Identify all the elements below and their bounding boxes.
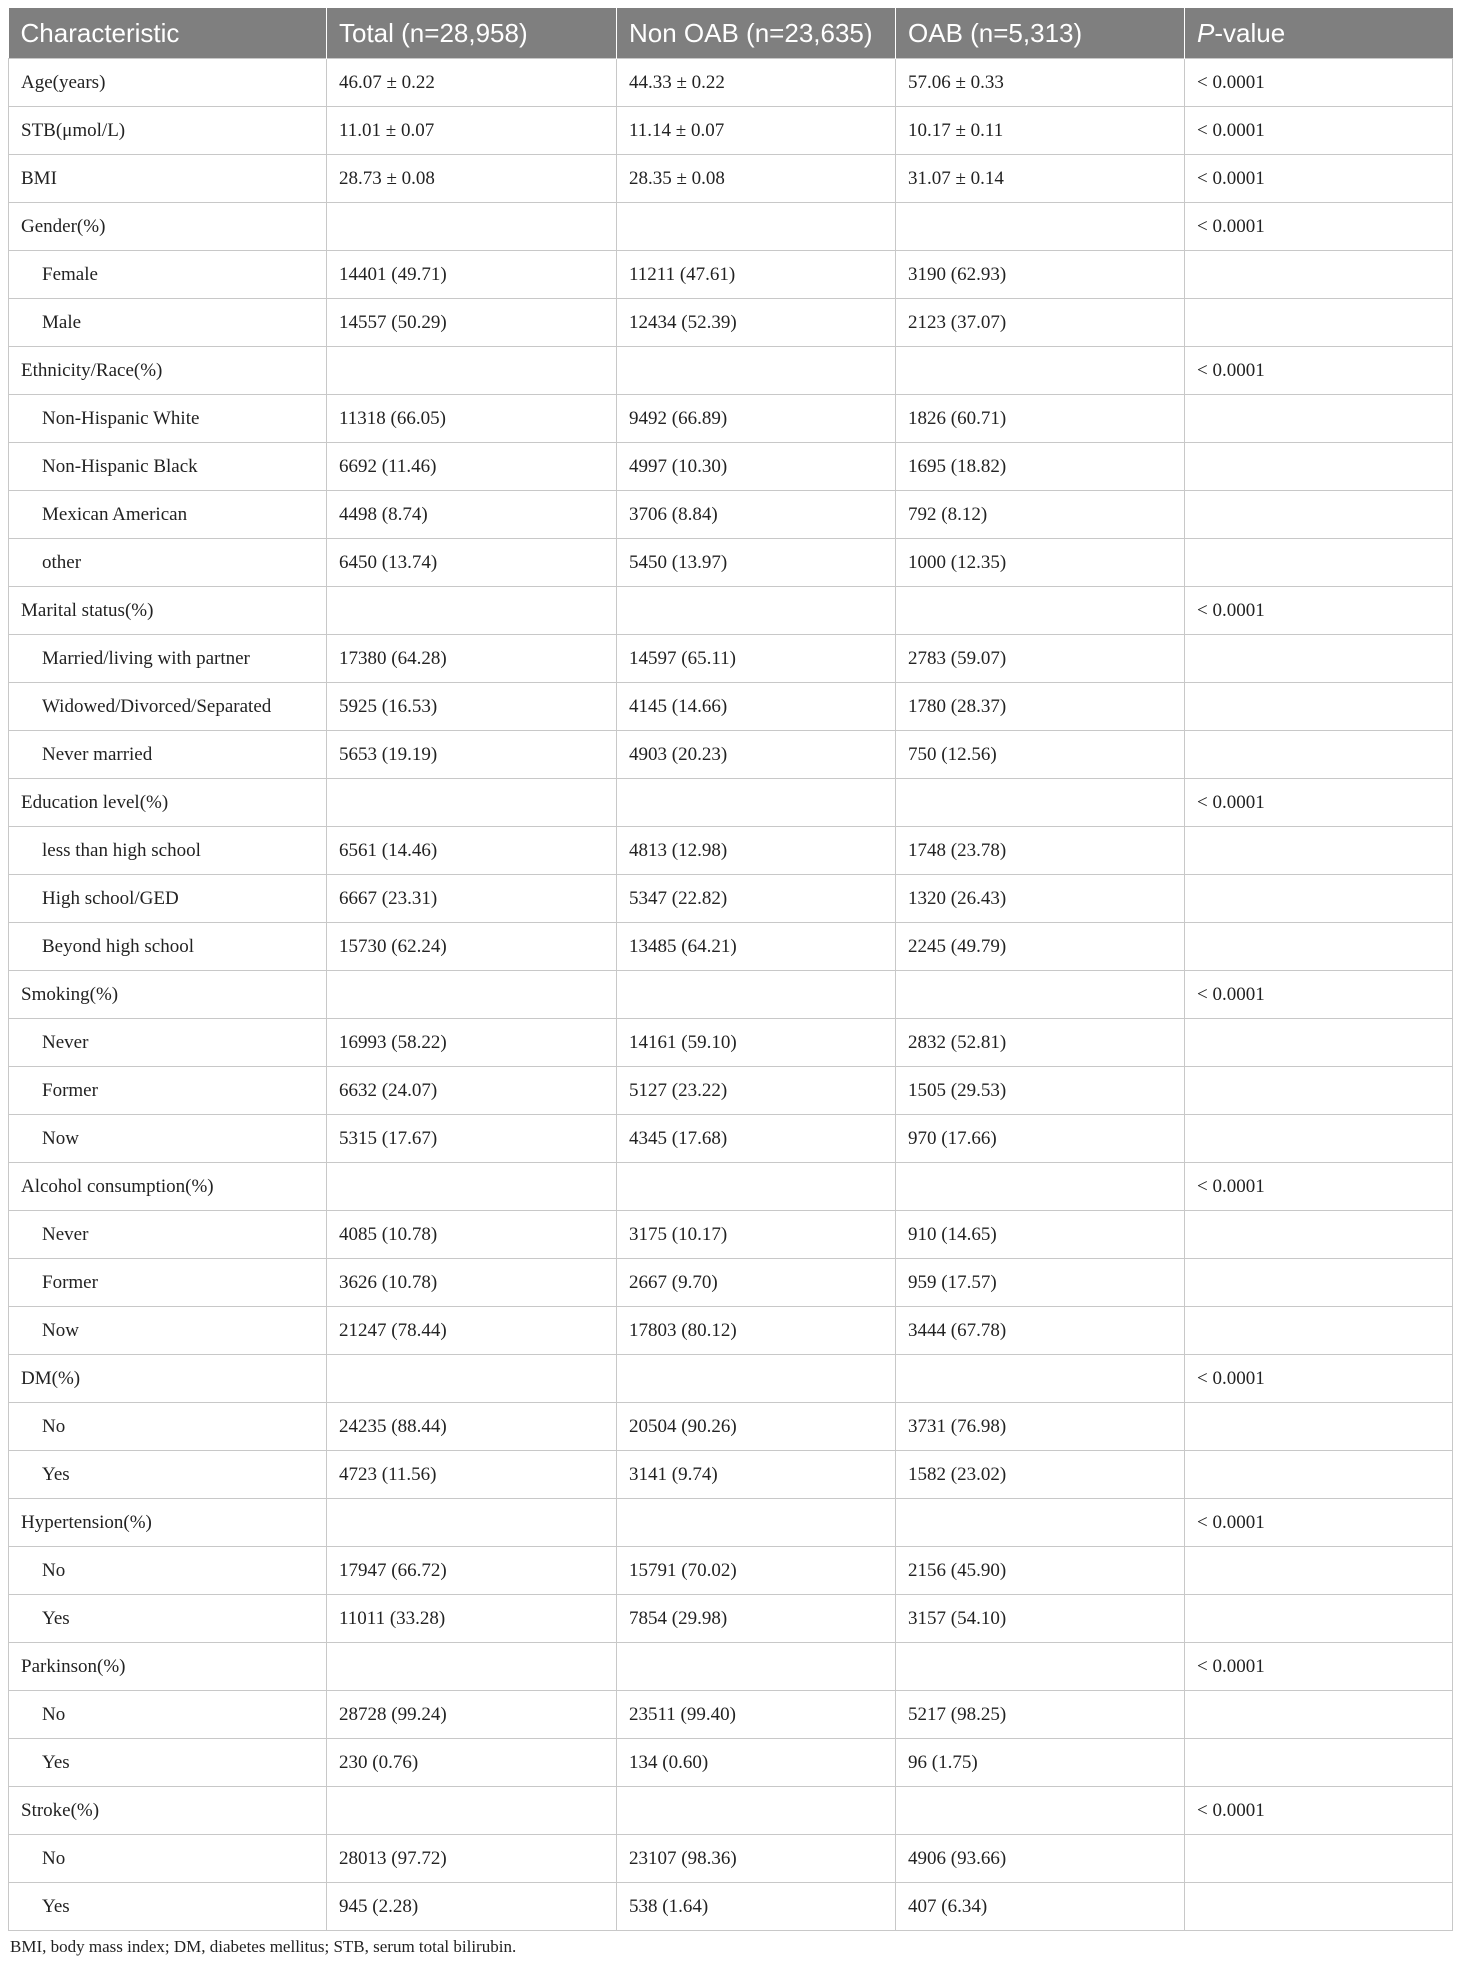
- oab-cell: 5217 (98.25): [896, 1691, 1185, 1739]
- non-oab-cell: 23511 (99.40): [617, 1691, 896, 1739]
- characteristic-cell: No: [9, 1835, 327, 1883]
- table-row: [9, 827, 1453, 875]
- p-value-cell: [1185, 1019, 1453, 1067]
- oab-cell: [896, 779, 1185, 827]
- non-oab-cell: 44.33 ± 0.22: [617, 59, 896, 107]
- total-cell: 21247 (78.44): [327, 1307, 617, 1355]
- p-value-cell: [1185, 1115, 1453, 1163]
- total-cell: 6450 (13.74): [327, 539, 617, 587]
- oab-cell: 1582 (23.02): [896, 1451, 1185, 1499]
- table-row: [9, 443, 1453, 491]
- table-row: [9, 1883, 1453, 1931]
- table-header: [9, 8, 1453, 59]
- p-value-cell: < 0.0001: [1185, 1787, 1453, 1835]
- total-cell: [327, 971, 617, 1019]
- table-row: [9, 1739, 1453, 1787]
- characteristic-cell: Stroke(%): [9, 1787, 327, 1835]
- table-row: [9, 1499, 1453, 1547]
- non-oab-cell: 9492 (66.89): [617, 395, 896, 443]
- characteristic-cell: Yes: [9, 1451, 327, 1499]
- p-value-cell: [1185, 875, 1453, 923]
- total-cell: 16993 (58.22): [327, 1019, 617, 1067]
- oab-cell: [896, 1499, 1185, 1547]
- total-cell: 6692 (11.46): [327, 443, 617, 491]
- non-oab-cell: 3706 (8.84): [617, 491, 896, 539]
- total-cell: [327, 347, 617, 395]
- oab-cell: 2245 (49.79): [896, 923, 1185, 971]
- total-cell: 17380 (64.28): [327, 635, 617, 683]
- characteristic-cell: Hypertension(%): [9, 1499, 327, 1547]
- non-oab-cell: 14161 (59.10): [617, 1019, 896, 1067]
- oab-cell: 407 (6.34): [896, 1883, 1185, 1931]
- p-value-cell: [1185, 635, 1453, 683]
- characteristic-cell: other: [9, 539, 327, 587]
- oab-cell: 3444 (67.78): [896, 1307, 1185, 1355]
- header-characteristic: Characteristic: [9, 8, 327, 59]
- non-oab-cell: 11.14 ± 0.07: [617, 107, 896, 155]
- p-value-cell: < 0.0001: [1185, 1355, 1453, 1403]
- total-cell: 230 (0.76): [327, 1739, 617, 1787]
- characteristic-cell: Ethnicity/Race(%): [9, 347, 327, 395]
- p-value-cell: [1185, 827, 1453, 875]
- oab-cell: 3157 (54.10): [896, 1595, 1185, 1643]
- non-oab-cell: 28.35 ± 0.08: [617, 155, 896, 203]
- p-value-cell: < 0.0001: [1185, 971, 1453, 1019]
- characteristic-cell: Non-Hispanic Black: [9, 443, 327, 491]
- total-cell: 14401 (49.71): [327, 251, 617, 299]
- table-row: [9, 779, 1453, 827]
- oab-cell: 1320 (26.43): [896, 875, 1185, 923]
- p-value-cell: [1185, 731, 1453, 779]
- oab-cell: 970 (17.66): [896, 1115, 1185, 1163]
- total-cell: [327, 203, 617, 251]
- table-row: [9, 203, 1453, 251]
- characteristic-cell: Smoking(%): [9, 971, 327, 1019]
- total-cell: 5315 (17.67): [327, 1115, 617, 1163]
- total-cell: [327, 1355, 617, 1403]
- table-row: [9, 923, 1453, 971]
- total-cell: 6632 (24.07): [327, 1067, 617, 1115]
- table-row: [9, 1355, 1453, 1403]
- oab-cell: 792 (8.12): [896, 491, 1185, 539]
- characteristic-cell: Parkinson(%): [9, 1643, 327, 1691]
- p-value-cell: < 0.0001: [1185, 347, 1453, 395]
- p-value-cell: [1185, 1595, 1453, 1643]
- table-row: [9, 1019, 1453, 1067]
- non-oab-cell: 3141 (9.74): [617, 1451, 896, 1499]
- oab-cell: 3731 (76.98): [896, 1403, 1185, 1451]
- oab-cell: 2832 (52.81): [896, 1019, 1185, 1067]
- non-oab-cell: [617, 971, 896, 1019]
- p-value-cell: < 0.0001: [1185, 107, 1453, 155]
- non-oab-cell: 7854 (29.98): [617, 1595, 896, 1643]
- header-oab: OAB (n=5,313): [896, 8, 1185, 59]
- characteristic-cell: Beyond high school: [9, 923, 327, 971]
- non-oab-cell: [617, 1643, 896, 1691]
- non-oab-cell: 14597 (65.11): [617, 635, 896, 683]
- total-cell: 4723 (11.56): [327, 1451, 617, 1499]
- oab-cell: 57.06 ± 0.33: [896, 59, 1185, 107]
- total-cell: 28.73 ± 0.08: [327, 155, 617, 203]
- oab-cell: 1000 (12.35): [896, 539, 1185, 587]
- oab-cell: 910 (14.65): [896, 1211, 1185, 1259]
- total-cell: 6667 (23.31): [327, 875, 617, 923]
- p-value-cell: [1185, 683, 1453, 731]
- characteristic-cell: Non-Hispanic White: [9, 395, 327, 443]
- non-oab-cell: 11211 (47.61): [617, 251, 896, 299]
- table-row: [9, 1403, 1453, 1451]
- p-value-cell: [1185, 1835, 1453, 1883]
- characteristic-cell: Never: [9, 1019, 327, 1067]
- oab-cell: [896, 1643, 1185, 1691]
- table-row: [9, 395, 1453, 443]
- total-cell: [327, 587, 617, 635]
- oab-cell: 2783 (59.07): [896, 635, 1185, 683]
- total-cell: 14557 (50.29): [327, 299, 617, 347]
- header-total: Total (n=28,958): [327, 8, 617, 59]
- oab-cell: 10.17 ± 0.11: [896, 107, 1185, 155]
- characteristic-cell: High school/GED: [9, 875, 327, 923]
- total-cell: 6561 (14.46): [327, 827, 617, 875]
- total-cell: 24235 (88.44): [327, 1403, 617, 1451]
- table-footnote: BMI, body mass index; DM, diabetes mellitus; STB, serum total bilirubin.: [10, 1937, 517, 1956]
- characteristic-cell: Yes: [9, 1739, 327, 1787]
- table-row: [9, 251, 1453, 299]
- non-oab-cell: [617, 1163, 896, 1211]
- characteristic-cell: Yes: [9, 1595, 327, 1643]
- total-cell: [327, 1787, 617, 1835]
- table-body: [9, 59, 1453, 1931]
- total-cell: 4498 (8.74): [327, 491, 617, 539]
- characteristic-cell: No: [9, 1403, 327, 1451]
- non-oab-cell: [617, 779, 896, 827]
- characteristic-cell: less than high school: [9, 827, 327, 875]
- non-oab-cell: 17803 (80.12): [617, 1307, 896, 1355]
- oab-cell: [896, 971, 1185, 1019]
- p-value-cell: [1185, 251, 1453, 299]
- table-row: [9, 107, 1453, 155]
- characteristic-cell: Gender(%): [9, 203, 327, 251]
- non-oab-cell: 2667 (9.70): [617, 1259, 896, 1307]
- p-value-cell: < 0.0001: [1185, 155, 1453, 203]
- p-value-cell: < 0.0001: [1185, 587, 1453, 635]
- characteristic-cell: Former: [9, 1067, 327, 1115]
- table-row: [9, 155, 1453, 203]
- oab-cell: 4906 (93.66): [896, 1835, 1185, 1883]
- p-value-cell: [1185, 1259, 1453, 1307]
- characteristic-cell: Married/living with partner: [9, 635, 327, 683]
- table-row: [9, 1163, 1453, 1211]
- total-cell: 5925 (16.53): [327, 683, 617, 731]
- oab-cell: [896, 203, 1185, 251]
- table-row: [9, 1787, 1453, 1835]
- oab-cell: 1780 (28.37): [896, 683, 1185, 731]
- total-cell: [327, 779, 617, 827]
- characteristic-cell: Yes: [9, 1883, 327, 1931]
- non-oab-cell: 13485 (64.21): [617, 923, 896, 971]
- non-oab-cell: [617, 1787, 896, 1835]
- total-cell: [327, 1163, 617, 1211]
- non-oab-cell: 5127 (23.22): [617, 1067, 896, 1115]
- non-oab-cell: 4997 (10.30): [617, 443, 896, 491]
- oab-cell: [896, 587, 1185, 635]
- table-row: [9, 539, 1453, 587]
- table-row: [9, 875, 1453, 923]
- characteristic-cell: Education level(%): [9, 779, 327, 827]
- characteristic-cell: Age(years): [9, 59, 327, 107]
- p-value-cell: [1185, 1211, 1453, 1259]
- p-value-cell: [1185, 1691, 1453, 1739]
- non-oab-cell: 3175 (10.17): [617, 1211, 896, 1259]
- table-row: [9, 1259, 1453, 1307]
- table-row: [9, 1115, 1453, 1163]
- characteristic-cell: Widowed/Divorced/Separated: [9, 683, 327, 731]
- header-p-rest: -value: [1214, 17, 1286, 48]
- oab-cell: 96 (1.75): [896, 1739, 1185, 1787]
- non-oab-cell: 4903 (20.23): [617, 731, 896, 779]
- p-value-cell: [1185, 1739, 1453, 1787]
- p-value-cell: [1185, 1307, 1453, 1355]
- oab-cell: [896, 347, 1185, 395]
- total-cell: 945 (2.28): [327, 1883, 617, 1931]
- header-row: [9, 8, 1453, 59]
- characteristic-cell: BMI: [9, 155, 327, 203]
- non-oab-cell: 5347 (22.82): [617, 875, 896, 923]
- oab-cell: 1505 (29.53): [896, 1067, 1185, 1115]
- non-oab-cell: 4345 (17.68): [617, 1115, 896, 1163]
- p-value-cell: [1185, 1067, 1453, 1115]
- oab-cell: 2156 (45.90): [896, 1547, 1185, 1595]
- oab-cell: 2123 (37.07): [896, 299, 1185, 347]
- characteristic-cell: Never: [9, 1211, 327, 1259]
- characteristic-cell: Alcohol consumption(%): [9, 1163, 327, 1211]
- oab-cell: 3190 (62.93): [896, 251, 1185, 299]
- p-value-cell: < 0.0001: [1185, 1163, 1453, 1211]
- oab-cell: [896, 1355, 1185, 1403]
- table-row: [9, 971, 1453, 1019]
- table-row: [9, 59, 1453, 107]
- total-cell: 4085 (10.78): [327, 1211, 617, 1259]
- characteristic-cell: Now: [9, 1307, 327, 1355]
- oab-cell: 31.07 ± 0.14: [896, 155, 1185, 203]
- header-p-value: [1185, 8, 1453, 59]
- p-value-cell: < 0.0001: [1185, 779, 1453, 827]
- table-row: [9, 731, 1453, 779]
- p-value-cell: < 0.0001: [1185, 1499, 1453, 1547]
- non-oab-cell: [617, 1355, 896, 1403]
- total-cell: 3626 (10.78): [327, 1259, 617, 1307]
- oab-cell: 750 (12.56): [896, 731, 1185, 779]
- non-oab-cell: 4145 (14.66): [617, 683, 896, 731]
- table-row: [9, 1691, 1453, 1739]
- non-oab-cell: [617, 587, 896, 635]
- total-cell: [327, 1499, 617, 1547]
- oab-cell: 959 (17.57): [896, 1259, 1185, 1307]
- table-row: [9, 635, 1453, 683]
- oab-cell: [896, 1163, 1185, 1211]
- total-cell: 28728 (99.24): [327, 1691, 617, 1739]
- p-value-cell: < 0.0001: [1185, 203, 1453, 251]
- table-row: [9, 1451, 1453, 1499]
- table-row: [9, 1547, 1453, 1595]
- oab-cell: 1695 (18.82): [896, 443, 1185, 491]
- non-oab-cell: 4813 (12.98): [617, 827, 896, 875]
- non-oab-cell: [617, 203, 896, 251]
- p-value-cell: [1185, 539, 1453, 587]
- p-value-cell: [1185, 443, 1453, 491]
- p-value-cell: < 0.0001: [1185, 1643, 1453, 1691]
- non-oab-cell: 134 (0.60): [617, 1739, 896, 1787]
- table-row: [9, 491, 1453, 539]
- non-oab-cell: 23107 (98.36): [617, 1835, 896, 1883]
- header-non-oab: Non OAB (n=23,635): [617, 8, 896, 59]
- oab-cell: [896, 1787, 1185, 1835]
- p-value-cell: [1185, 491, 1453, 539]
- table-row: [9, 1835, 1453, 1883]
- oab-cell: 1826 (60.71): [896, 395, 1185, 443]
- characteristic-cell: Marital status(%): [9, 587, 327, 635]
- total-cell: 11.01 ± 0.07: [327, 107, 617, 155]
- non-oab-cell: 12434 (52.39): [617, 299, 896, 347]
- total-cell: 28013 (97.72): [327, 1835, 617, 1883]
- characteristic-cell: No: [9, 1691, 327, 1739]
- p-value-cell: [1185, 923, 1453, 971]
- characteristic-cell: Mexican American: [9, 491, 327, 539]
- total-cell: 11011 (33.28): [327, 1595, 617, 1643]
- table-row: [9, 1307, 1453, 1355]
- non-oab-cell: 20504 (90.26): [617, 1403, 896, 1451]
- p-value-cell: [1185, 299, 1453, 347]
- characteristic-cell: DM(%): [9, 1355, 327, 1403]
- total-cell: 5653 (19.19): [327, 731, 617, 779]
- p-value-cell: [1185, 395, 1453, 443]
- total-cell: 46.07 ± 0.22: [327, 59, 617, 107]
- total-cell: 15730 (62.24): [327, 923, 617, 971]
- characteristic-cell: Now: [9, 1115, 327, 1163]
- characteristic-cell: Former: [9, 1259, 327, 1307]
- characteristic-cell: STB(μmol/L): [9, 107, 327, 155]
- oab-cell: 1748 (23.78): [896, 827, 1185, 875]
- non-oab-cell: 538 (1.64): [617, 1883, 896, 1931]
- table-row: [9, 299, 1453, 347]
- table-row: [9, 1067, 1453, 1115]
- p-value-cell: [1185, 1403, 1453, 1451]
- characteristic-cell: Never married: [9, 731, 327, 779]
- characteristic-cell: Male: [9, 299, 327, 347]
- table-row: [9, 587, 1453, 635]
- characteristic-cell: No: [9, 1547, 327, 1595]
- table-row: [9, 683, 1453, 731]
- table-row: [9, 1643, 1453, 1691]
- characteristic-cell: Female: [9, 251, 327, 299]
- non-oab-cell: 15791 (70.02): [617, 1547, 896, 1595]
- total-cell: 11318 (66.05): [327, 395, 617, 443]
- non-oab-cell: [617, 1499, 896, 1547]
- non-oab-cell: [617, 347, 896, 395]
- table-container: [8, 8, 1452, 1957]
- p-value-cell: [1185, 1451, 1453, 1499]
- total-cell: 17947 (66.72): [327, 1547, 617, 1595]
- table-row: [9, 1595, 1453, 1643]
- p-value-cell: [1185, 1547, 1453, 1595]
- characteristics-table: [8, 8, 1453, 1931]
- p-value-cell: [1185, 1883, 1453, 1931]
- table-row: [9, 347, 1453, 395]
- table-row: [9, 1211, 1453, 1259]
- header-p-italic: P: [1197, 17, 1215, 48]
- non-oab-cell: 5450 (13.97): [617, 539, 896, 587]
- p-value-cell: < 0.0001: [1185, 59, 1453, 107]
- total-cell: [327, 1643, 617, 1691]
